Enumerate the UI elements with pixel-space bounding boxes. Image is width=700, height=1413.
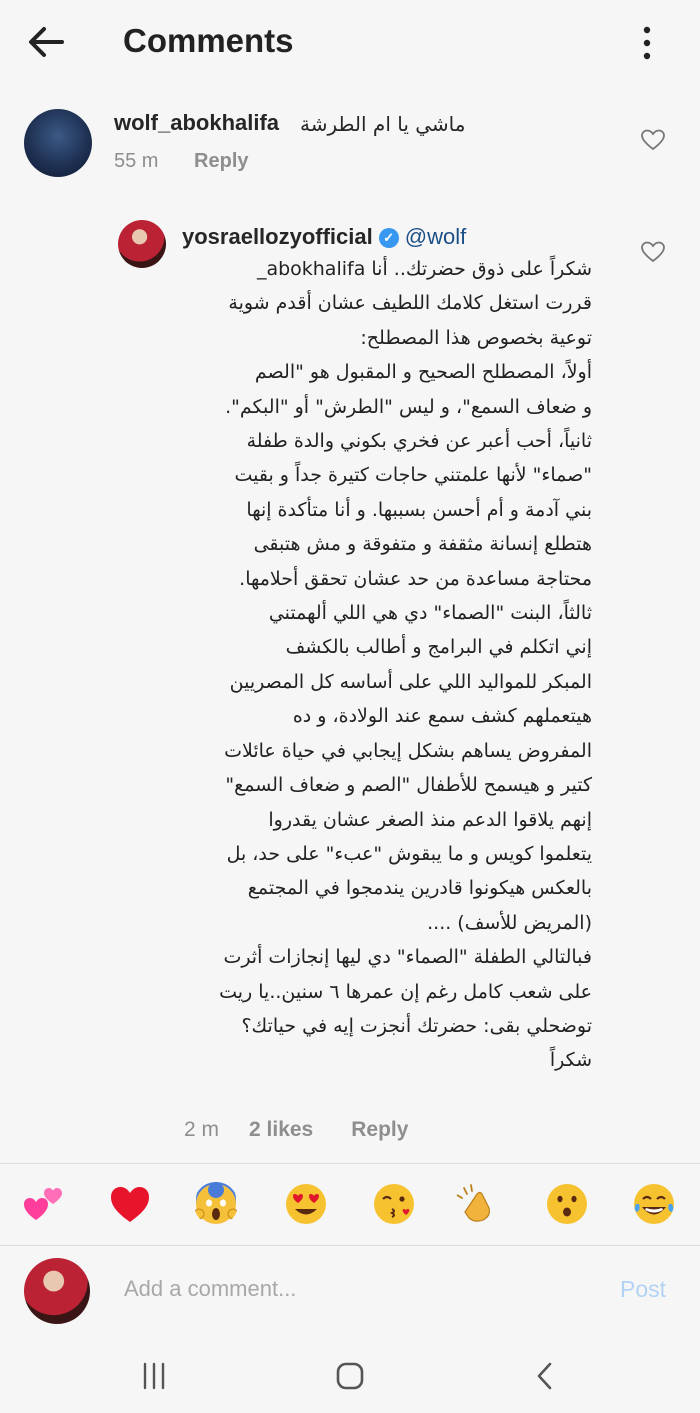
comment-line: قررت استغل كلامك اللطيف عشان أقدم شوية [228, 292, 592, 315]
comment-line: هتطلع إنسانة مثقفة و متفوقة و مش هتبقى [253, 533, 592, 556]
avatar[interactable] [118, 220, 166, 268]
comment-line: بني آدمة و أم أحسن بسببها. و أنا متأكدة إنها [246, 498, 592, 521]
comment-meta [114, 150, 249, 173]
reply-button[interactable]: Reply [194, 150, 249, 172]
page-title: Comments [123, 22, 294, 59]
comment-line: ثانياً، أحب أعبر عن فخري بكوني والدة طفلة [246, 430, 592, 453]
like-heart-icon[interactable] [640, 128, 666, 152]
tears-of-joy-icon[interactable] [632, 1182, 676, 1226]
comment-meta [184, 1118, 446, 1142]
comment-line: بالعكس هيكونوا قادرين يندمجوا في المجتمع [247, 877, 592, 900]
mention-link[interactable]: @wolf [404, 224, 467, 249]
comment-line: و ضعاف السمع"، و ليس "الطرش" أو "البكم". [225, 395, 592, 418]
comment-text [182, 252, 592, 1078]
comment-time: 2 m [184, 1118, 220, 1141]
comment-line: فبالتالي الطفلة "الصماء" دي ليها إنجازات أثرت [223, 946, 592, 969]
likes-count[interactable]: 2 likes [249, 1118, 314, 1141]
more-options-icon[interactable] [630, 20, 664, 66]
comment-line: توعية بخصوص هذا المصطلح: [360, 326, 592, 349]
avatar [24, 1258, 90, 1324]
comment-line: هيتعملهم كشف سمع عند الولادة، و ده [292, 705, 592, 728]
heart-eyes-icon[interactable] [284, 1182, 328, 1226]
comment-line: شكراً [549, 1049, 592, 1072]
back-nav-icon[interactable] [526, 1356, 566, 1396]
recent-apps-icon[interactable] [134, 1356, 174, 1396]
top-bar [0, 0, 700, 88]
hushed-face-icon[interactable] [545, 1182, 589, 1226]
comment-line: "صماء" لأنها علمتني حاجات كتيرة جداً و بقيت [234, 464, 592, 487]
comment-line: كتير و هيسمح للأطفال "الصم و ضعاف السمع" [225, 774, 592, 797]
comment-input[interactable]: Add a comment... [124, 1276, 297, 1301]
screaming-face-icon[interactable] [194, 1182, 238, 1226]
back-arrow-icon[interactable] [22, 18, 70, 66]
comment-line: محتاجة مساعدة من حد عشان تحقق أحلامها. [239, 567, 592, 590]
divider [0, 1163, 700, 1164]
post-button[interactable]: Post [620, 1276, 667, 1302]
comment-text: ماشي يا ام الطرشة [300, 112, 466, 136]
comment-line: المبكر للمواليد اللي على أساسه كل المصريين [229, 670, 592, 693]
comment-line: (المريض للأسف) .... [427, 911, 592, 934]
clapping-hands-icon[interactable] [455, 1182, 499, 1226]
kissing-face-icon[interactable] [372, 1182, 416, 1226]
comment-line: ثالثاً، البنت "الصماء" دي هي اللي ألهمتني [268, 602, 592, 625]
comment-line: على شعب كامل رغم إن عمرها ٦ سنين..يا ريت [219, 980, 592, 1003]
divider [0, 1245, 700, 1246]
home-icon[interactable] [330, 1356, 370, 1396]
comment-line: شكراً على ذوق حضرتك.. أنا abokhalifa_ [256, 258, 592, 280]
red-heart-icon[interactable] [108, 1182, 152, 1226]
comment-line: توضحلي بقى: حضرتك أنجزت إيه في حياتك؟ [241, 1014, 592, 1037]
comment-header [182, 224, 466, 250]
comment-time: 55 m [114, 150, 159, 172]
reaction-bar [0, 1170, 700, 1240]
comment-line: إني اتكلم في البرامج و أطالب بالكشف [285, 636, 592, 659]
avatar[interactable] [24, 109, 92, 177]
system-nav-bar [0, 1340, 700, 1413]
comment-username[interactable]: yosraellozyofficial [182, 224, 373, 249]
comment-username[interactable]: wolf_abokhalifa [114, 110, 280, 135]
reply-button[interactable]: Reply [351, 1118, 409, 1141]
verified-badge-icon: ✓ [379, 228, 399, 248]
comment-line: أولاً، المصطلح الصحيح و المقبول هو "الصم [254, 361, 592, 384]
comment-line: يتعلموا كويس و ما يبقوش "عبء" على حد، بل [226, 842, 592, 865]
comment-line: إنهم يلاقوا الدعم منذ الصغر عشان يقدروا [268, 808, 592, 831]
two-hearts-icon[interactable] [22, 1182, 66, 1226]
like-heart-icon[interactable] [640, 240, 666, 264]
comment-line: المفروض يساهم بشكل إيجابي في حياة عائلات [224, 739, 592, 762]
